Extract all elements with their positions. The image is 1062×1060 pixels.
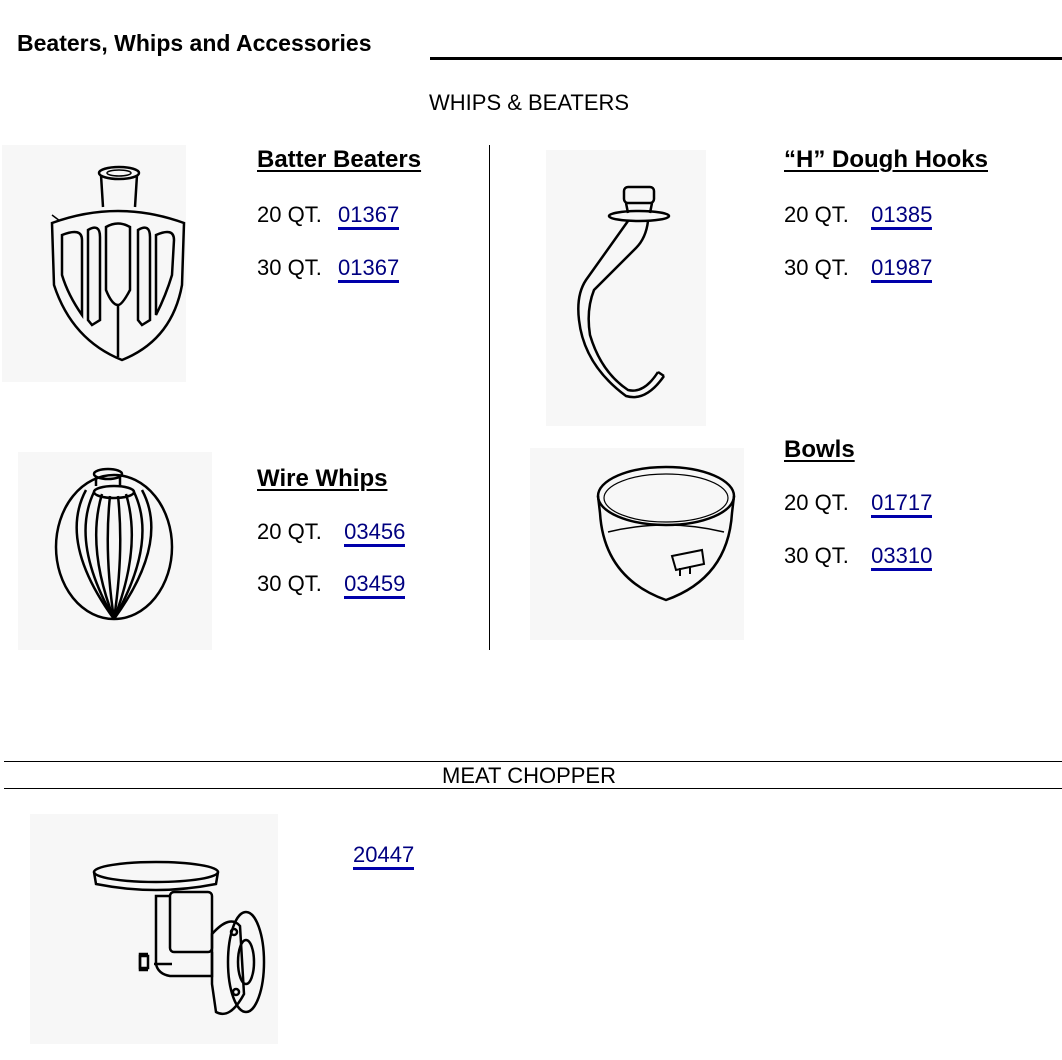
part-link-01385[interactable]: 01385 [871,202,932,230]
wire-whip-illustration [18,452,212,650]
part-link-03459[interactable]: 03459 [344,571,405,599]
part-link-03456[interactable]: 03456 [344,519,405,547]
whips-beaters-heading: WHIPS & BEATERS [429,90,630,115]
part-link-01367-30qt[interactable]: 01367 [338,255,399,283]
part-link-03310[interactable]: 03310 [871,543,932,571]
size-label: 20 QT. [257,202,322,227]
column-divider [489,145,490,650]
meat-chopper-row [353,842,414,868]
bowls-row-20qt [784,490,932,516]
size-label: 30 QT. [257,255,322,280]
size-label: 20 QT. [257,519,322,544]
dough-hook-illustration [546,150,706,426]
part-link-01367-20qt[interactable]: 01367 [338,202,399,230]
wire-whips-row-20qt [257,519,405,545]
page-title: Beaters, Whips and Accessories [17,30,372,56]
size-label: 30 QT. [784,255,849,280]
part-link-01717[interactable]: 01717 [871,490,932,518]
bowls-row-30qt [784,543,932,569]
bowl-illustration [530,448,744,640]
meat-chopper-heading: MEAT CHOPPER [442,763,616,788]
batter-beaters-row-30qt [257,255,399,281]
batter-beaters-row-20qt [257,202,399,228]
size-label: 20 QT. [784,490,849,515]
size-label: 30 QT. [257,571,322,596]
meat-chopper-illustration [30,814,278,1044]
size-label: 30 QT. [784,543,849,568]
wire-whips-title: Wire Whips [257,465,388,492]
size-label: 20 QT. [784,202,849,227]
batter-beater-illustration [2,145,186,382]
dough-hooks-title: “H” Dough Hooks [784,146,988,173]
meat-chopper-top-rule [4,761,1062,762]
title-underline-rule [430,57,1062,60]
bowls-title: Bowls [784,436,855,463]
batter-beaters-title: Batter Beaters [257,146,422,173]
meat-chopper-bottom-rule [4,788,1062,789]
wire-whips-row-30qt [257,571,405,597]
part-link-01987[interactable]: 01987 [871,255,932,283]
dough-hooks-row-30qt [784,255,932,281]
part-link-20447[interactable]: 20447 [353,842,414,870]
dough-hooks-row-20qt [784,202,932,228]
